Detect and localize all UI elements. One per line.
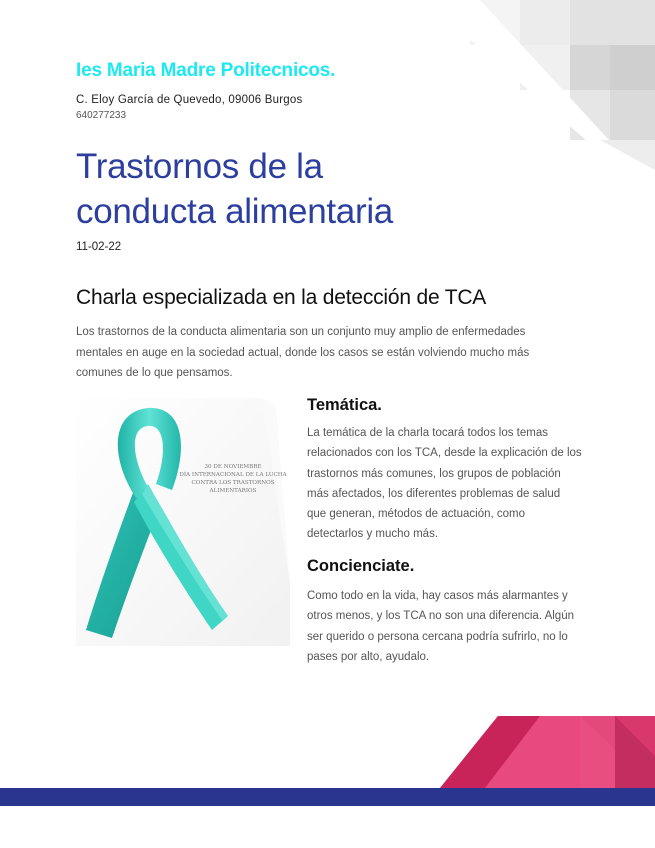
caption-line-4: ALIMENTARIOS [209,488,257,494]
footer-bar [0,788,655,806]
intro-heading: Charla especializada en la detección de TCA [76,286,487,309]
document-title [76,144,496,234]
intro-body: Los trastornos de la conducta alimentaria son un conjunto muy amplio de enfermedades mentales en auge en la sociedad actual, donde los casos se están volviendo mucho más comunes de lo que pensamos. [76,326,530,379]
school-name: Ies Maria Madre Politecnicos. [76,60,336,81]
title-line-2: conducta alimentaria [76,192,393,231]
title-line-1: Trastornos de la [76,147,323,186]
section-body-concienciate: Como todo en la vida, hay casos más alarmantes y otros menos, y los TCA no son una diferencia. Algún ser querido o persona cercana podría sufrirlo, no lo pases por alto, ayudalo. [307,590,574,663]
caption-line-2: DÍA INTERNACIONAL DE LA LUCHA [179,472,287,478]
awareness-ribbon-image [76,398,290,646]
caption-line-1: 30 DE NOVIEMBRE [204,464,262,470]
school-address: C. Eloy García de Quevedo, 09006 Burgos [76,94,303,106]
section-heading-tematica: Temática. [307,396,382,414]
section-heading-concienciate: Concienciate. [307,557,415,575]
section-body-tematica: La temática de la charla tocará todos los temas relacionados con los TCA, desde la explicación de los trastornos más comunes, los grupos de población más afectados, los diferentes problemas de salud que generan, métodos de actuación, como detectarlos y mucho más. [307,427,582,541]
school-phone: 640277233 [76,110,127,121]
document-date: 11-02-22 [76,241,122,253]
decorative-shapes-bottom [440,716,655,788]
caption-line-3: CONTRA LOS TRASTORNOS [191,480,275,486]
